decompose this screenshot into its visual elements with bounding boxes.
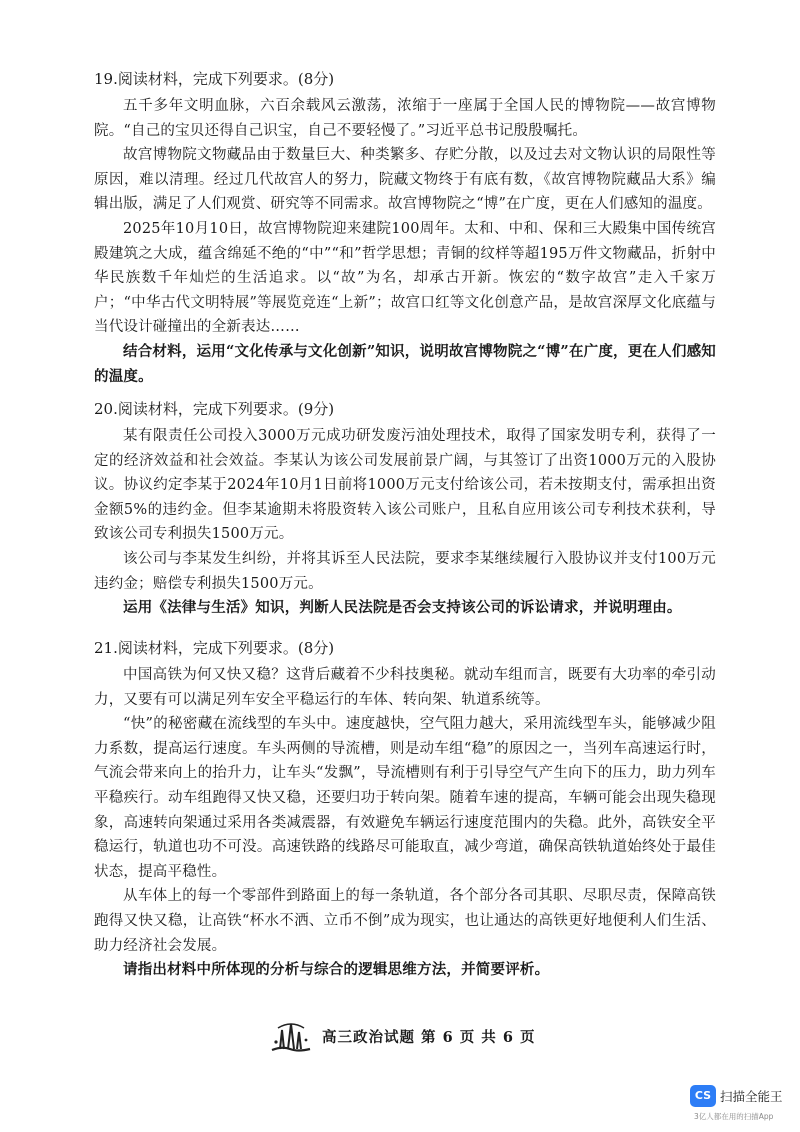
question-21-prompt: 请指出材料中所体现的分析与综合的逻辑思维方法，并简要评析。	[123, 961, 550, 979]
question-19-prompt: 结合材料，运用“文化传承与文化创新”知识，说明故宫博物院之“博”在广度，更在人们感知的温度。	[94, 342, 716, 385]
question-21-paragraph-3: 从车体上的每一个零部件到路面上的每一条轨道，各个部分各司其职、尽职尽责，保障高铁跑得又快又稳，让高铁“杯水不洒、立币不倒”成为现实，也让通达的高铁更好地便利人们生活、助力经济社会发展。	[94, 888, 716, 954]
question-20-title: 20.阅读材料，完成下列要求。(9分)	[94, 400, 335, 418]
ink-sketch-logo-icon	[268, 1016, 314, 1056]
page-footer	[268, 1016, 548, 1056]
question-20-prompt: 运用《法律与生活》知识，判断人民法院是否会支持该公司的诉讼请求，并说明理由。	[123, 599, 682, 617]
question-21-paragraph-1: 中国高铁为何又快又稳？这背后藏着不少科技奥秘。就动车组而言，既要有大功率的牵引动力，又要有可以满足列车安全平稳运行的车体、转向架、轨道系统等。	[94, 667, 716, 708]
scanner-watermark	[690, 1083, 800, 1123]
question-19-title: 19.阅读材料，完成下列要求。(8分)	[94, 70, 335, 88]
question-19-paragraph-3: 2025年10月10日，故宫博物院迎来建院100周年。太和、中和、保和三大殿集中国传统宫殿建筑之大成，蕴含绵延不绝的“中”“和”哲学思想；青铜的纹样等超195万件文物藏品，折射中华民族数千年灿烂的生活追求。以“故”为名，却承古开新。恢宏的“数字故宫”走入千家万户；“中华古代文明特展”等展览竞连“上新”；故宫口红等文化创意产品，是故宫深厚文化底蕴与当代设计碰撞出的全新表达……	[94, 220, 716, 336]
scanner-tagline: 3亿人都在用的扫描App	[694, 1112, 774, 1121]
question-20-paragraph-1: 某有限责任公司投入3000万元成功研发废污油处理技术，取得了国家发明专利，获得了一定的经济效益和社会效益。李某认为该公司发展前景广阔，与其签订了出资1000万元的入股协议。协议约定李某于2024年10月1日前将1000万元支付给该公司，若未按期支付，需承担出资金额5%的违约金。但李某逾期未将股资转入该公司账户，且私自应用该公司专利技术获利，导致该公司专利损失1500万元。	[94, 428, 716, 543]
question-21-paragraph-2: “快”的秘密藏在流线型的车头中。速度越快，空气阻力越大，采用流线型车头，能够减少阻力系数，提高运行速度。车头两侧的导流槽，则是动车组“稳”的原因之一，当列车高速运行时，气流会带来向上的抬升力，让车头“发飘”，导流槽则有利于引导空气产生向下的压力，助力列车平稳疾行。动车组跑得又快又稳，还要归功于转向架。随着车速的提高，车辆可能会出现失稳现象，高速转向架通过采用各类减震器，有效避免车辆运行速度范围内的失稳。此外，高铁安全平稳运行，轨道也功不可没。高速铁路的线路尽可能取直，减少弯道，确保高铁轨道始终处于最佳状态，提高平稳性。	[94, 716, 716, 880]
scanner-app-name: 扫描全能王	[720, 1089, 783, 1104]
question-21	[94, 637, 716, 983]
page-footer-text: 高三政治试题 第 6 页 共 6 页	[322, 1028, 536, 1046]
question-19-paragraph-2: 故宫博物院文物藏品由于数量巨大、种类繁多、存贮分散，以及过去对文物认识的局限性等原因，难以清理。经过几代故宫人的努力，院藏文物终于有底有数，《故宫博物院藏品大系》编辑出版，满足了人们观赏、研究等不同需求。故宫博物院之“博”在广度，更在人们感知的温度。	[94, 147, 716, 213]
question-20-paragraph-2: 该公司与李某发生纠纷，并将其诉至人民法院，要求李某继续履行入股协议并支付100万元违约金；赔偿专利损失1500万元。	[94, 550, 716, 592]
question-19-paragraph-1: 五千多年文明血脉，六百余载风云激荡，浓缩于一座属于全国人民的博物院——故宫博物院。“自己的宝贝还得自己识宝，自己不要轻慢了。”习近平总书记殷殷嘱托。	[94, 98, 716, 139]
question-19	[94, 68, 716, 389]
question-21-title: 21.阅读材料，完成下列要求。(8分)	[94, 639, 335, 657]
question-20	[94, 398, 716, 621]
scanner-logo-icon: CS	[690, 1085, 716, 1107]
